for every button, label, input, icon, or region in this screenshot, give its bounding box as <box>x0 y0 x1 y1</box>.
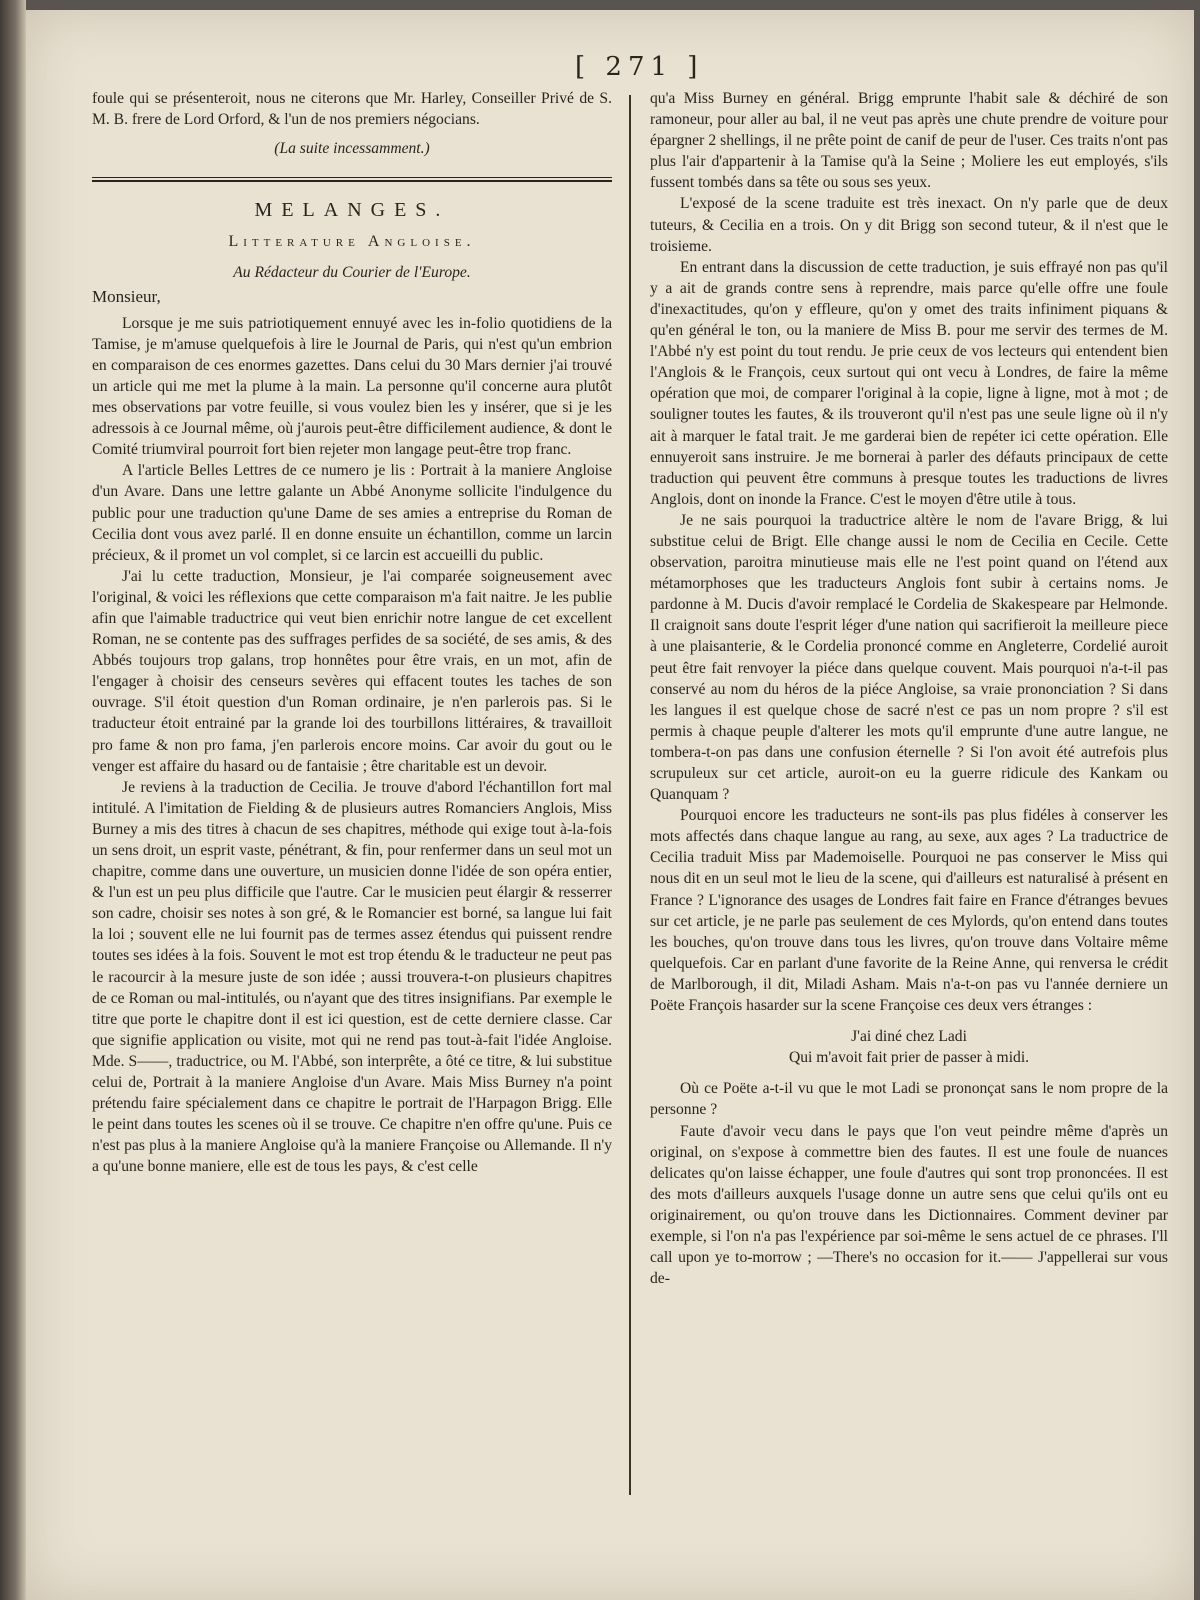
page-number: [ 271 ] <box>575 52 704 82</box>
continuation-note: (La suite incessamment.) <box>274 140 430 158</box>
body-paragraph: A l'article Belles Lettres de ce numero je lis : Portrait à la maniere Angloise d'un Avare. Dans une lettre galante un Abbé Anonyme sollicite l'indulgence du public pour une traduction qu'une Dame de ses amies a entreprise du Roman de Cecilia dont vous avez parlé. Il en donne ensuite un échantillon, comme un larcin précieux, & il promet un vol complet, si ce larcin est accueilli du public. <box>92 462 612 564</box>
body-paragraph: L'exposé de la scene traduite est très inexact. On n'y parle que de deux tuteurs, & Cecilia en a trois. On y dit Brigg son second tuteur, & il n'est que le troisieme. <box>650 195 1168 255</box>
body-paragraph: J'ai lu cette traduction, Monsieur, je l'ai comparée soigneusement avec l'original, & voici les réflexions que cette comparaison m'a fait naitre. Je les publie afin que l'aimable traductrice qui veut bien enrichir notre langue de cet excellent Roman, ne se contente pas des suffrages perfides de sa société, de ses amis, & des Abbés toujours trop galans, trop honnêtes pour être vrais, en un mot, afin de l'engager à choisir des censeurs sevères qui effacent toutes les taches de son ouvrage. S'il étoit question d'un Roman ordinaire, je n'en parlerois pas. Si le traducteur étoit entrainé par la grande loi des tourbillons littéraires, & travailloit pro fame & non pro fama, j'en parlerois encore moins. Car avoir du gout ou le venger est affaire du hasard ou de fantaisie ; être charitable est un devoir. <box>92 567 612 775</box>
column-divider <box>629 95 631 1495</box>
body-paragraph: Où ce Poëte a-t-il vu que le mot Ladi se prononçat sans le nom propre de la personne ? <box>650 1080 1168 1119</box>
letter-salutation: Monsieur, <box>92 286 161 306</box>
body-paragraph: Pourquoi encore les traducteurs ne sont-ils pas plus fidéles à conserver les mots affectés dans chaque langue au rang, au sexe, aux ages ? La traductrice de Cecilia traduit Miss par Mademoiselle. Pourquoi ne pas conserver le Miss qui nous dit en un seul mot le lieu de la scene, qui d'ailleurs est naturalisé à présent en France ? L'ignorance des usages de Londres fait faire en France d'étranges bevues sur cet article, je ne parle pas seulement de ces Mylords, qu'on entend dans toutes les bouches, qu'on trouve dans tous les livres, qu'on trouve dans Voltaire même quelquefois. Car en parlant d'une favorite de la Reine Anne, qui renversa le crédit de Marlborough, il dit, Miladi Asham. Mais n'a-t-on pas vu l'année derniere un Poëte François hasarder sur la scene Françoise ces deux vers étranges : <box>650 807 1168 1015</box>
body-paragraph: Lorsque je me suis patriotiquement ennuyé avec les in-folio quotidiens de la Tamise, je m'amuse quelquefois à lire le Journal de Paris, qui n'est qu'un embrion en comparaison de ces enormes gazettes. Dans celui du 30 Mars dernier j'ai trouvé un article qui me met la plume à la main. La personne qu'il concerne aura plutôt mes observations par votre feuille, si vous voulez bien les y insérer, que si je les adressois à ce Journal même, où j'aurois peut-être difficilement audience, & dont le Comité triumviral pourroit fort bien rejeter mon langage peut-être trop franc. <box>92 314 612 459</box>
letter-address: Au Rédacteur du Courier de l'Europe. <box>233 264 471 282</box>
book-gutter <box>0 0 26 1600</box>
verse-line: J'ai diné chez Ladi <box>851 1028 967 1046</box>
body-paragraph: Je ne sais pourquoi la traductrice altère le nom de l'avare Brigg, & lui substitue celui de Brigt. Elle change aussi le nom de Cecilia en Cecile. Cette observation, paroitra minutieuse mais elle ne l'est point quand on l'étend aux métamorphoses que les traducteurs Anglois font subir à certains noms. Je pardonne à M. Ducis d'avoir remplacé le Cordelia de Skakespeare par Helmonde. Il craignoit sans doute l'esprit léger d'une nation qui sacrifieroit la meilleure piece à une plaisanterie, & le Cordelia prononcé comme en Angleterre, Cordelié auroit peut être fait renvoyer la piéce dans quelque couvent. Mais pourquoi n'a-t-il pas conservé au nom du héros de la piéce Angloise, sa vraie prononciation ? Si dans les langues il est quelque chose de sacré n'est ce pas un nom propre ? s'il est permis à chaque peuple d'alterer les mots qu'il emprunte d'une autre langue, ne tombera-t-on pas dans une confusion éternelle ? Si l'on avoit été autrefois plus scrupuleux sur cet article, auroit-on eu la guerre ridicule des Kankam ou Quanquam ? <box>650 511 1168 804</box>
section-divider <box>92 177 612 182</box>
right-column <box>650 88 1168 1289</box>
body-paragraph: Faute d'avoir vecu dans le pays que l'on veut peindre même d'après un original, on s'expose à commettre bien des fautes. Il est une foule de nuances delicates qu'on laisse échapper, une foule d'autres qui sont trop prononcées. Il est des mots d'ailleurs auxquels l'usage donne un autre sens que celui qu'ils ont eu originairement, ou qu'on trouve dans les Dictionnaires. Comment deviner par exemple, si l'on n'a pas l'expérience par soi-même le sens actuel de ce phrases. I'll call upon ye to-morrow ; —There's no occasion for it.—— J'appellerai sur vous de- <box>650 1122 1168 1288</box>
verse-quote <box>650 1026 1168 1068</box>
intro-paragraph: foule qui se présenteroit, nous ne citerons que Mr. Harley, Conseiller Privé de S. M. B. frere de Lord Orford, & l'un de nos premiers négocians. <box>92 90 612 129</box>
verse-line: Qui m'avoit fait prier de passer à midi. <box>788 1049 1030 1067</box>
left-column <box>92 88 612 1178</box>
body-paragraph: Je reviens à la traduction de Cecilia. Je trouve d'abord l'échantillon fort mal intitulé. A l'imitation de Fielding & de plusieurs autres Romanciers Anglois, Miss Burney a mis des titres à chacun de ses chapitres, méthode qui exige tout à-la-fois un sens droit, un esprit vaste, pénétrant, & fin, pour renfermer dans un seul mot un chapitre, comme dans une ouverture, un musicien donne l'idée de son opéra entier, & l'un est un peu plus difficile que l'autre. Car le musicien peut élargir & resserrer son cadre, choisir ses notes à son gré, & le Romancier est borné, sa langue lui fait la loi ; souvent elle ne lui fournit pas de termes assez étendus qui puissent rendre toutes ses idées à la fois. Souvent le mot est trop étendu & le traducteur ne peut pas le racourcir à la mesure juste de son idée ; aussi trouvera-t-on plusieurs chapitres de ce Roman ou mal-intitulés, ou n'ayant que des titres insignifians. Par exemple le titre que porte le chapitre dont il est ici question, est de cette derniere classe. Car que signifie application ou visite, mot qui ne rend pas tout-à-fait l'idée Angloise. Mde. S——, traductrice, ou M. l'Abbé, son interprête, a ôté ce titre, & lui substitue celui de, Portrait à la maniere Angloise d'un Avare. Mais Miss Burney n'a point prétendu faire spécialement dans ce chapitre le portrait de l'Harpagon Brigg. Elle le peint dans toutes les scenes où il se trouve. Ce chapitre n'en offre qu'une. Puis ce n'est pas plus à la maniere Angloise qu'à la maniere Françoise ou Allemande. Il n'y a qu'une bonne maniere, elle est de tous les pays, & c'est celle <box>92 778 612 1176</box>
body-paragraph: qu'a Miss Burney en général. Brigg emprunte l'habit sale & déchiré de son ramoneur, pour aller au bal, il ne veut pas après une chute prendre de voiture pour épargner 2 shellings, il ne prête point de canif de peur de l'user. Ces traits n'ont pas plus l'air d'appartenir à la Tamise qu'à la Seine ; Moliere les eut employés, s'ils fussent tombés dans sa tête ou sous ses yeux. <box>650 90 1168 192</box>
section-title: MELANGES. <box>254 199 450 222</box>
body-paragraph: En entrant dans la discussion de cette traduction, je suis effrayé non pas qu'il y a ait de grands contre sens à reprendre, mais parce qu'elle offre une foule d'inexactitudes, qu'on y effleure, qu'on y omet des traits infiniment piquans & qu'en général le ton, ou la maniere de Miss B. pour me servir des termes de M. l'Abbé n'y est point du tout rendu. Je prie ceux de vos lecteurs qui entendent bien l'Anglois & le François, ceux surtout qui ont vecu à Londres, de faire la même opération que moi, de comparer l'original à la copie, ligne à ligne, mot à mot ; de souligner toutes les fautes, & ils trouveront qu'il n'est pas une seule ligne où il n'y ait à marquer le fatal trait. Je me garderai bien de repéter ici cette opération. Elle ennuyeroit sans instruire. Je me bornerai à parler des défauts principaux de cette traduction qui peuvent être communs à presque toutes les traductions de livres Anglois, dont on inonde la France. C'est le moyen d'être utile à tous. <box>650 258 1168 508</box>
subsection-title: Litterature Angloise. <box>228 233 476 251</box>
